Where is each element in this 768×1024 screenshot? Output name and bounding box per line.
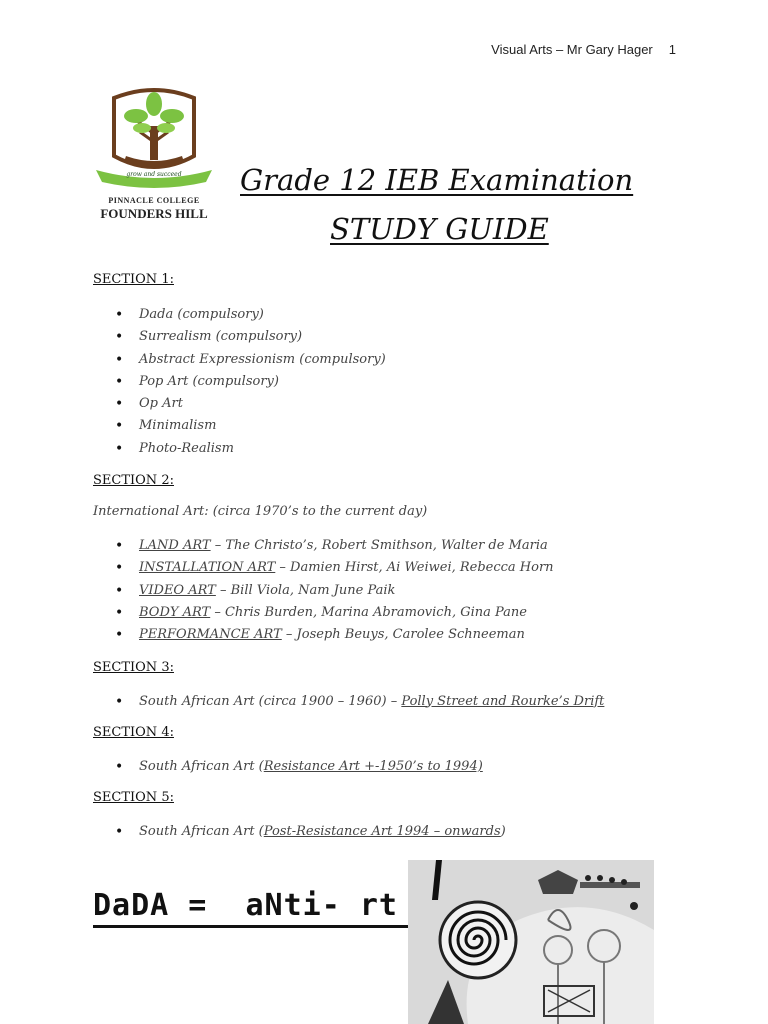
section4-list [93,756,693,778]
topic-label: Polly Street and Rourke’s Drift [401,693,605,709]
list-item [93,580,693,602]
item-text: South African Art ( [139,758,264,774]
logo-school-line2: FOUNDERS HILL [100,206,208,221]
list-item: • Surrealism (compulsory) [93,326,693,348]
topic-label: Post-Resistance Art 1994 – onwards [263,824,501,840]
section1-heading: SECTION 1: [93,272,174,287]
list-item [93,535,693,557]
page-number: 1 [668,42,676,57]
dada-heading: DaDA = aNti- rt [93,888,461,928]
school-logo [92,86,216,226]
item-text: South African Art (circa 1900 – 1960) – [139,693,402,709]
list-item [93,821,693,843]
list-item [93,756,693,778]
artists-text: – Damien Hirst, Ai Weiwei, Rebecca Horn [275,560,554,576]
list-item [93,624,693,646]
list-item: • Op Art [93,393,693,415]
tree-crest-icon [92,86,216,196]
artists-text: – Joseph Beuys, Carolee Schneeman [281,627,525,643]
section2-heading: SECTION 2: [93,473,174,489]
art-type-label: BODY ART [139,604,211,620]
item-text: South African Art ( [139,824,264,840]
dada-performance-photo [408,860,654,1024]
artists-text: – Bill Viola, Nam June Paik [215,582,396,598]
section5-heading: SECTION 5: [93,790,174,806]
section2-list [93,535,693,646]
list-item: • Minimalism [93,415,693,437]
logo-school-line1: PINNACLE COLLEGE [108,196,200,205]
art-type-label: PERFORMANCE ART [139,627,282,643]
list-item [93,691,693,713]
art-type-label: VIDEO ART [139,582,216,598]
section3-list [93,691,693,713]
artists-text: – The Christo’s, Robert Smithson, Walter de Maria [210,538,548,554]
list-item: • Photo-Realism [93,438,693,460]
list-item [93,602,693,624]
list-item: • Abstract Expressionism (compulsory) [93,349,693,371]
art-type-label: INSTALLATION ART [139,560,276,576]
section3-heading: SECTION 3: [93,659,174,675]
section4-heading: SECTION 4: [93,724,174,740]
item-suffix: ) [500,824,506,840]
list-item: • Dada (compulsory) [93,304,693,326]
topic-label: Resistance Art +-1950’s to 1994) [263,758,483,774]
section2-intro: International Art: (circa 1970’s to the current day) [93,504,428,520]
art-type-label: LAND ART [139,538,211,554]
logo-motto: grow and succeed [126,171,182,178]
costume-spiral-image-icon [408,860,654,1024]
section1-list [93,304,693,460]
document-title: Grade 12 IEB Examination [240,163,634,197]
page-header [491,42,676,57]
artists-text: – Chris Burden, Marina Abramovich, Gina Pane [210,604,527,620]
study-guide-content [93,270,693,843]
list-item: • Pop Art (compulsory) [93,371,693,393]
document-subtitle: STUDY GUIDE [330,212,549,246]
section5-list [93,821,693,843]
list-item [93,557,693,579]
header-text: Visual Arts – Mr Gary Hager [491,42,653,57]
